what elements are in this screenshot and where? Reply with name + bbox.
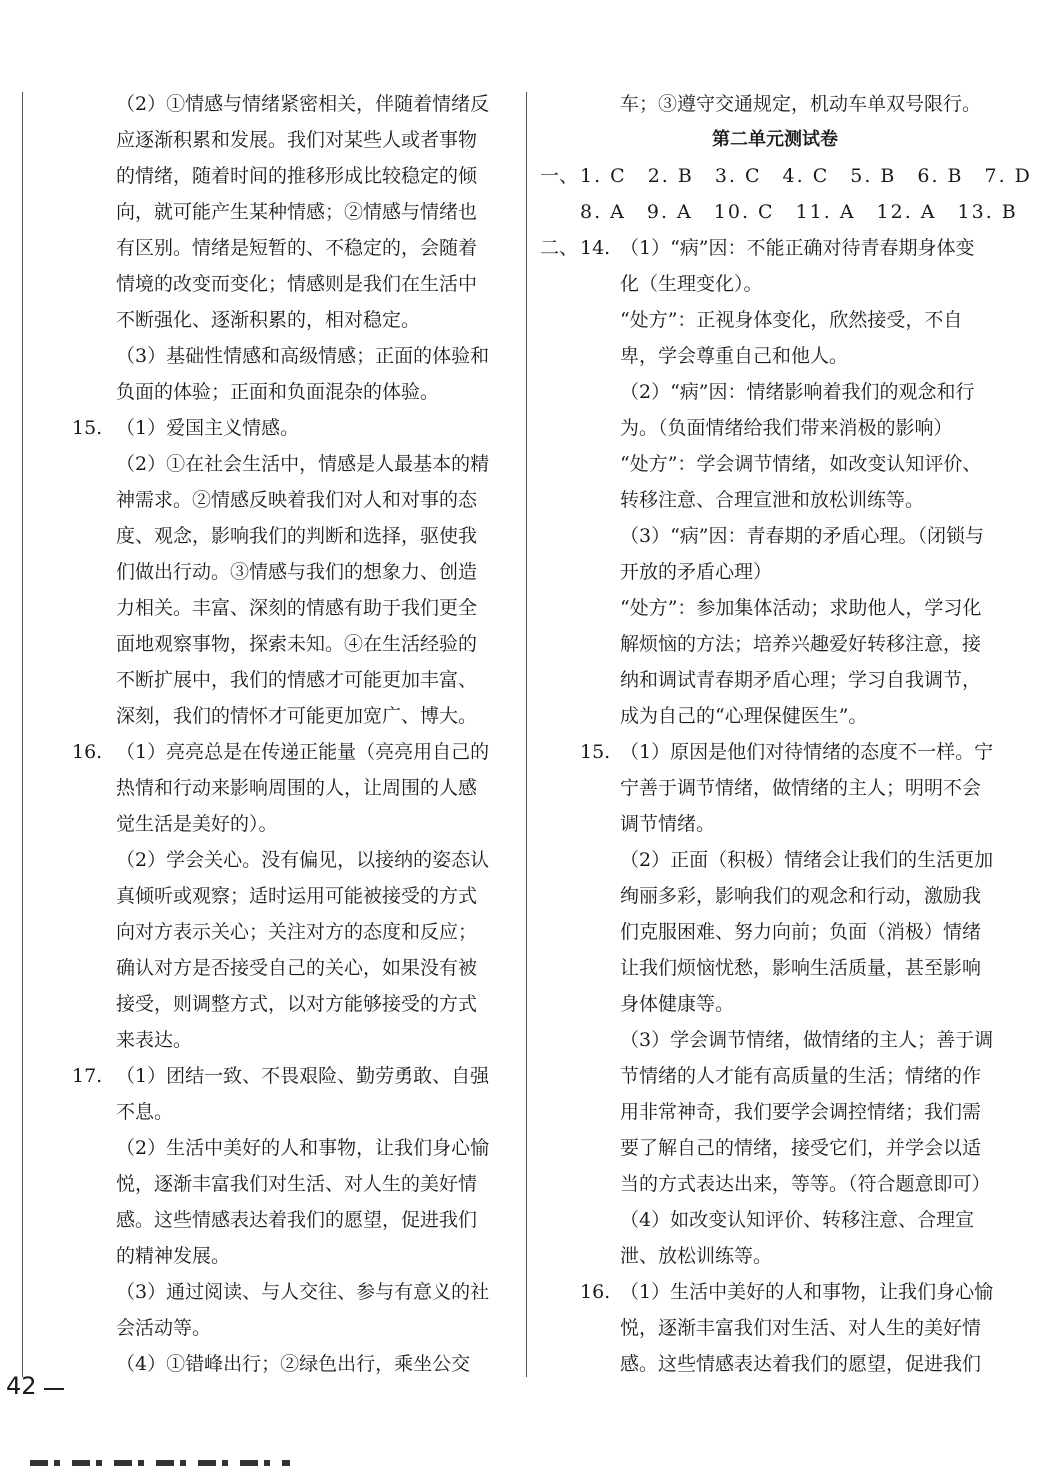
answer-line [540, 1058, 1010, 1094]
answer-text: 车；③遵守交通规定，机动车单双号限行。 [620, 93, 982, 115]
answer-text: 应逐渐积累和发展。我们对某些人或者事物 [116, 129, 478, 151]
answer-text: 让我们烦恼忧愁，影响生活质量，甚至影响 [620, 957, 982, 979]
answer-line [540, 374, 1010, 410]
answer-text: 不息。 [116, 1101, 174, 1123]
answer-line [72, 986, 512, 1022]
answer-line [540, 1202, 1010, 1238]
answer-line [540, 1094, 1010, 1130]
answer-line [540, 446, 1010, 482]
answer-text: “处方”：正视身体变化，欣然接受，不自 [620, 309, 963, 331]
right-column [540, 86, 1032, 1382]
column-divider [526, 92, 527, 1377]
answer-text: 度、观念，影响我们的判断和选择，驱使我 [116, 525, 478, 547]
answer-line [540, 986, 1010, 1022]
answer-text: 成为自己的“心理保健医生”。 [620, 705, 868, 727]
answer-text: （1）亮亮总是在传递正能量（亮亮用自己的 [116, 741, 490, 763]
answer-line [72, 770, 512, 806]
answer-line [72, 410, 512, 446]
answer-line [540, 554, 1010, 590]
answer-line [540, 1274, 1010, 1310]
answer-line [540, 878, 1010, 914]
answer-text: 力相关。丰富、深刻的情感有助于我们更全 [116, 597, 478, 619]
answer-line [540, 734, 1010, 770]
answer-line [540, 950, 1010, 986]
answer-line [72, 626, 512, 662]
answer-line [540, 770, 1010, 806]
question-number: 16. [72, 741, 103, 763]
answer-line [72, 1022, 512, 1058]
answer-line [72, 662, 512, 698]
footer-barcode-strip [30, 1460, 290, 1466]
answer-text: 卑，学会尊重自己和他人。 [620, 345, 849, 367]
answer-text: 不断扩展中，我们的情感才可能更加丰富、 [116, 669, 478, 691]
answer-line [72, 518, 512, 554]
answer-line [540, 842, 1010, 878]
answer-text: （3）“病”因：青春期的矛盾心理。（闭锁与 [620, 525, 985, 547]
choice-answers: 1. C 2. B 3. C 4. C 5. B 6. B 7. D [580, 165, 1032, 187]
answer-text: 情境的改变而变化；情感则是我们在生活中 [116, 273, 478, 295]
answer-text: 感。这些情感表达着我们的愿望，促进我们 [116, 1209, 478, 1231]
answer-line [72, 1274, 512, 1310]
answer-text: （1）爱国主义情感。 [116, 417, 300, 439]
answer-line [540, 518, 1010, 554]
answer-text: 向对方表示关心；关注对方的态度和反应； [116, 921, 478, 943]
answer-line [540, 1310, 1010, 1346]
answer-line [72, 122, 512, 158]
answer-line [72, 482, 512, 518]
section-number: 一、 [540, 165, 579, 187]
answer-text: 有区别。情绪是短暂的、不稳定的，会随着 [116, 237, 478, 259]
answer-text: 来表达。 [116, 1029, 193, 1051]
answer-line [72, 1238, 512, 1274]
answer-text: 节情绪的人才能有高质量的生活；情绪的作 [620, 1065, 982, 1087]
answer-text: （1）原因是他们对待情绪的态度不一样。宁 [620, 741, 994, 763]
answer-line [72, 842, 512, 878]
answer-line [540, 590, 1010, 626]
answer-line [72, 194, 512, 230]
answer-line [540, 338, 1010, 374]
answer-line [540, 266, 1010, 302]
answer-text: （2）①情感与情绪紧密相关，伴随着情绪反 [116, 93, 490, 115]
answer-text: 调节情绪。 [620, 813, 716, 835]
answer-line [72, 1346, 512, 1382]
answer-line [72, 554, 512, 590]
answer-line [540, 410, 1010, 446]
answer-line [540, 302, 1010, 338]
answer-text: 们做出行动。③情感与我们的想象力、创造 [116, 561, 478, 583]
answer-line [72, 806, 512, 842]
answer-text: 化（生理变化）。 [620, 273, 763, 295]
answer-line [540, 230, 1010, 266]
answer-line [72, 158, 512, 194]
answer-text: （3）通过阅读、与人交往、参与有意义的社 [116, 1281, 490, 1303]
answer-text: 绚丽多彩，影响我们的观念和行动，激励我 [620, 885, 982, 907]
answer-text: 会活动等。 [116, 1317, 212, 1339]
question-number: 14. [580, 237, 611, 259]
answer-text: 们克服困难、努力向前；负面（消极）情绪 [620, 921, 982, 943]
answer-text: 身体健康等。 [620, 993, 735, 1015]
answer-line [72, 1094, 512, 1130]
answer-text: （2）正面（积极）情绪会让我们的生活更加 [620, 849, 994, 871]
answer-line [72, 266, 512, 302]
answer-line [72, 446, 512, 482]
answer-text: 觉生活是美好的）。 [116, 813, 278, 835]
answer-line [72, 1310, 512, 1346]
answer-line [540, 1166, 1010, 1202]
answer-text: 的精神发展。 [116, 1245, 231, 1267]
section-heading: 第二单元测试卷 [712, 129, 838, 150]
answer-text: 不断强化、逐渐积累的，相对稳定。 [116, 309, 421, 331]
answer-line [72, 1058, 512, 1094]
question-number: 15. [72, 417, 103, 439]
answer-line [72, 1130, 512, 1166]
answer-line [540, 914, 1010, 950]
page-number-dash [44, 1388, 64, 1390]
answer-line [72, 338, 512, 374]
answer-line [72, 878, 512, 914]
section-number: 二、 [540, 237, 579, 259]
choice-answers-row [540, 194, 1018, 230]
choice-answers-row [540, 158, 1032, 194]
answer-line [72, 302, 512, 338]
answer-text: （1）团结一致、不畏艰险、勤劳勇敢、自强 [116, 1065, 490, 1087]
answer-text: 热情和行动来影响周围的人，让周围的人感 [116, 777, 478, 799]
answer-line [72, 1202, 512, 1238]
question-number: 15. [580, 741, 611, 763]
answer-text: 的情绪，随着时间的推移形成比较稳定的倾 [116, 165, 478, 187]
answer-text: 向，就可能产生某种情感；②情感与情绪也 [116, 201, 478, 223]
answer-line [540, 1238, 1010, 1274]
page-number: 42 [6, 1372, 37, 1400]
answer-text: 转移注意、合理宣泄和放松训练等。 [620, 489, 925, 511]
answer-text: （4）①错峰出行；②绿色出行，乘坐公交 [116, 1353, 471, 1375]
answer-text: 真倾听或观察；适时运用可能被接受的方式 [116, 885, 478, 907]
answer-line [540, 626, 1010, 662]
answer-text: 负面的体验；正面和负面混杂的体验。 [116, 381, 440, 403]
answer-text: 深刻，我们的情怀才可能更加宽广、博大。 [116, 705, 478, 727]
question-number: 17. [72, 1065, 103, 1087]
answer-text: 悦，逐渐丰富我们对生活、对人生的美好情 [620, 1317, 982, 1339]
answer-line [540, 1022, 1010, 1058]
answer-text: （4）如改变认知评价、转移注意、合理宣 [620, 1209, 975, 1231]
answer-text: 为。（负面情绪给我们带来消极的影响） [620, 417, 953, 439]
answer-line [72, 1166, 512, 1202]
answer-text: 纳和调试青春期矛盾心理；学习自我调节， [620, 669, 982, 691]
answer-line [540, 806, 1010, 842]
answer-line [72, 950, 512, 986]
answer-line [540, 86, 1010, 122]
answer-line [540, 1130, 1010, 1166]
answer-text: 面地观察事物，探索未知。④在生活经验的 [116, 633, 478, 655]
answer-text: 用非常神奇，我们要学会调控情绪；我们需 [620, 1101, 982, 1123]
answer-text: 要了解自己的情绪，接受它们，并学会以适 [620, 1137, 982, 1159]
answer-text: 泄、放松训练等。 [620, 1245, 773, 1267]
answer-line [540, 1346, 1010, 1382]
choice-answers: 8. A 9. A 10. C 11. A 12. A 13. B [580, 201, 1018, 223]
answer-text: 接受，则调整方式，以对方能够接受的方式 [116, 993, 478, 1015]
answer-text: （2）学会关心。没有偏见，以接纳的姿态认 [116, 849, 490, 871]
answer-text: （2）“病”因：情绪影响着我们的观念和行 [620, 381, 975, 403]
answer-line [72, 734, 512, 770]
answer-line [72, 914, 512, 950]
answer-text: （3）基础性情感和高级情感；正面的体验和 [116, 345, 490, 367]
answer-text: 感。这些情感表达着我们的愿望，促进我们 [620, 1353, 982, 1375]
answer-text: （1）“病”因：不能正确对待青春期身体变 [620, 237, 975, 259]
answer-line [72, 698, 512, 734]
answer-line [72, 374, 512, 410]
answer-text: 悦，逐渐丰富我们对生活、对人生的美好情 [116, 1173, 478, 1195]
answer-text: 宁善于调节情绪，做情绪的主人；明明不会 [620, 777, 982, 799]
answer-text: 神需求。②情感反映着我们对人和对事的态 [116, 489, 478, 511]
answer-line [72, 590, 512, 626]
answer-text: 解烦恼的方法；培养兴趣爱好转移注意，接 [620, 633, 982, 655]
answer-line [540, 698, 1010, 734]
answer-text: （1）生活中美好的人和事物，让我们身心愉 [620, 1281, 994, 1303]
answer-line [72, 230, 512, 266]
answer-line [540, 482, 1010, 518]
left-column [72, 86, 512, 1382]
answer-text: 当的方式表达出来，等等。（符合题意即可） [620, 1173, 991, 1195]
answer-text: 开放的矛盾心理） [620, 561, 773, 583]
answer-text: 确认对方是否接受自己的关心，如果没有被 [116, 957, 478, 979]
answer-text: “处方”：参加集体活动；求助他人，学习化 [620, 597, 982, 619]
left-margin-rule [22, 92, 23, 1377]
answer-text: （3）学会调节情绪，做情绪的主人；善于调 [620, 1029, 994, 1051]
answer-line [72, 86, 512, 122]
answer-text: （2）生活中美好的人和事物，让我们身心愉 [116, 1137, 490, 1159]
answer-text: （2）①在社会生活中，情感是人最基本的精 [116, 453, 490, 475]
answer-line [540, 662, 1010, 698]
question-number: 16. [580, 1281, 611, 1303]
answer-text: “处方”：学会调节情绪，如改变认知评价、 [620, 453, 982, 475]
